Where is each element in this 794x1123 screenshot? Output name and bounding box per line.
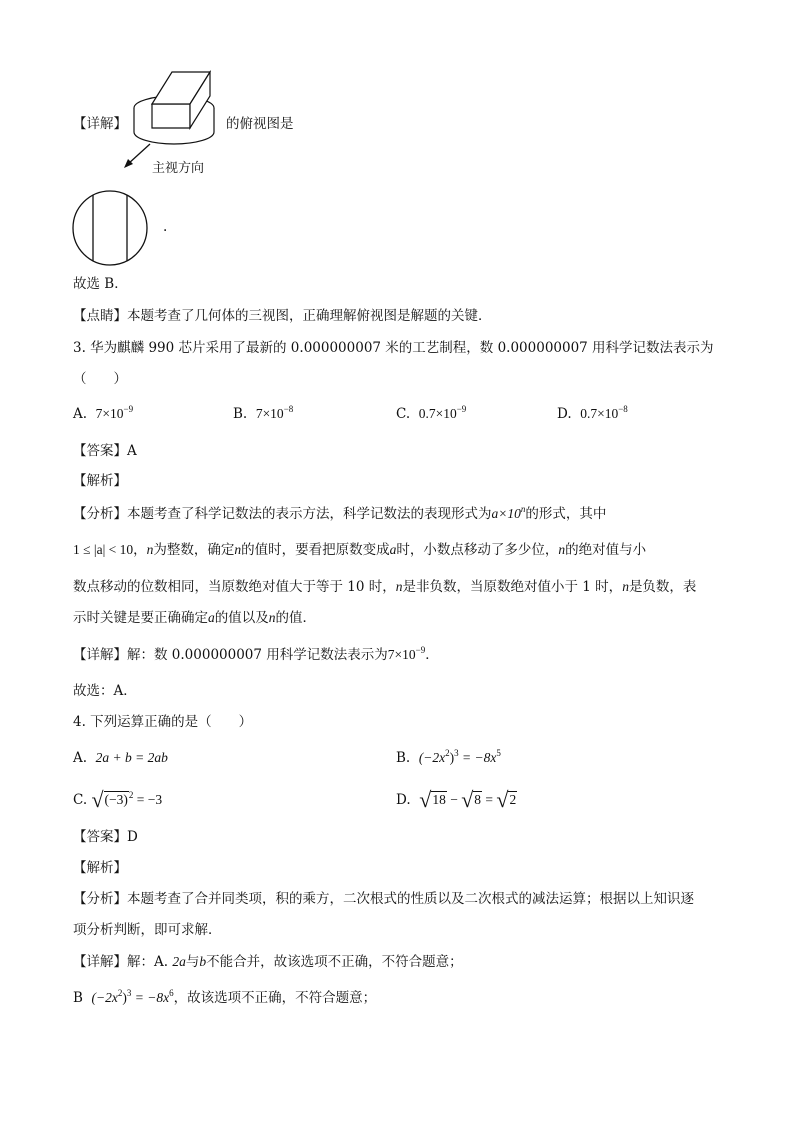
q3-option-d: D. $0.7\times 10^{-8}$ (557, 404, 628, 422)
detail-after-figure: 的俯视图是 (226, 116, 294, 132)
q3-conclusion: 故选：A． (73, 683, 137, 699)
q3-analysis-label: 【解析】 (73, 473, 127, 489)
q3-option-c: C. $0.7\times 10^{-9}$ (396, 404, 467, 422)
comment-label: 【点睛】 (73, 308, 127, 324)
conclusion-1: 故选 B． (73, 276, 128, 292)
detail-label: 【详解】 (73, 116, 127, 132)
q4-answer: 【答案】D (73, 829, 138, 845)
comment-text: 本题考查了几何体的三视图，正确理解俯视图是解题的关键． (127, 308, 492, 324)
q4-stem: 4. 下列运算正确的是（ ） (73, 714, 253, 730)
q3-fenxi-line4: 示时关键是要正确确定a的值以及n的值． (73, 610, 316, 626)
top-view-figure (70, 188, 152, 268)
period: . (163, 219, 168, 235)
q3-answer: 【答案】A (73, 443, 137, 459)
q3-option-a: A. $7\times 10^{-9}$ (73, 404, 134, 422)
q4-fenxi-line1: 【分析】本题考查了合并同类项，积的乘方，二次根式的性质以及二次根式的减法运算；根据以上知识逐 (73, 891, 694, 907)
q4-fenxi-line2: 项分析判断，即可求解． (73, 922, 222, 938)
q4-option-b: B. $(-2x^2)^3 = -8x^5$ (396, 748, 501, 766)
q4-detail-b: B $(-2x^2)^3 = -8x^6$，故该选项不正确，不符合题意； (73, 988, 377, 1006)
q3-fenxi-line1: 【分析】本题考查了科学记数法的表示方法，科学记数法的表现形式为$a\times 10^n$的形式，其中 (73, 504, 607, 522)
q4-analysis-label: 【解析】 (73, 860, 127, 876)
q3-paren: （ ） (73, 371, 127, 387)
arrow-icon (122, 140, 154, 170)
q4-option-a: A. 2a + b = 2ab (73, 750, 168, 766)
comment-1 (73, 307, 492, 325)
arrow-label: 主视方向 (152, 161, 205, 176)
q4-option-c: C. $√(-3)^2 = -3$ (73, 787, 163, 812)
q4-detail-a: 【详解】解：A. 2a与b不能合并，故该选项不正确，不符合题意； (73, 954, 463, 970)
q3-detail: 【详解】解：数 0.000000007 用科学记数法表示为$7\times 10^{-9}$． (73, 645, 439, 663)
q3-fenxi-line2: 1 ≤ |a| < 10，n为整数，确定n的值时，要看把原数变成a时，小数点移动了多少位，n的绝对值与小 (73, 542, 647, 558)
q3-fenxi-line3: 数点移动的位数相同，当原数绝对值大于等于 10 时，n是非负数，当原数绝对值小于 1 时，n是负数，表 (73, 579, 697, 595)
q4-option-d: D. √18 − √8 = √2 (396, 787, 517, 812)
q3-option-b: B. $7\times 10^{-8}$ (233, 404, 294, 422)
q3-stem: 3. 华为麒麟 990 芯片采用了最新的 0.000000007 米的工艺制程，数 0.000000007 用科学记数法表示为 (73, 340, 714, 356)
